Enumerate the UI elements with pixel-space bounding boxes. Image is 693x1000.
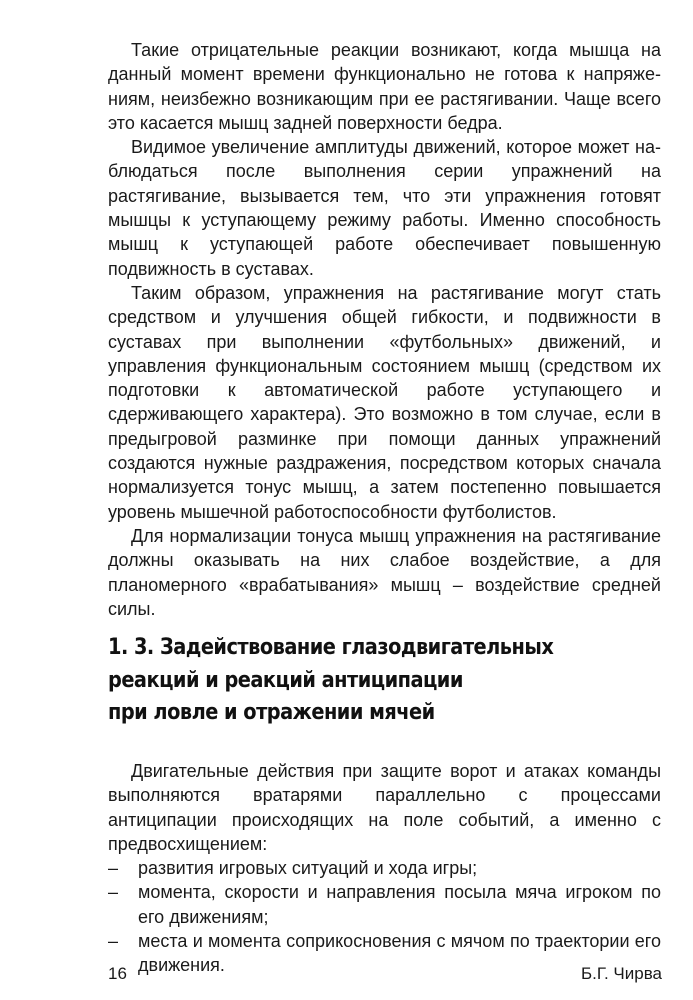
list-item [108, 929, 661, 978]
list-dash: – [108, 882, 119, 903]
paragraph: Видимое увеличение амплитуды движений, которое может наблюдаться после выполнения серии упражнений на растягивание, вызывается тем, что эти упражнения готовят мышцы к уступающему режиму работы. Именно способность мышц к уступающей работе обеспечивает повышенную подвижность в суставах. [108, 137, 661, 279]
section-heading-line: при ловле и отражении мячей [108, 700, 435, 725]
running-author: Б.Г. Чирва [580, 964, 662, 983]
list-item-text: места и момента соприкосновения с мячом по траектории его движения. [138, 931, 661, 976]
text-block-after-heading [108, 759, 661, 978]
paragraph: Такие отрицательные реакции возникают, когда мышца на данный момент времени функционально не готова к напряжениям, неизбежно возникающим при ее растягивании. Чаще всего это касается мышц задней поверхности бедра. [108, 40, 661, 133]
paragraph: Двигательные действия при защите ворот и атаках команды выполняются вратарями параллельно с процессами антиципации происходящих на поле событий, а именно с предвосхищением: [108, 761, 661, 854]
text-block-before-heading [108, 38, 661, 621]
section-heading-line: 1. 3. Задействование глазодвигательных [108, 635, 554, 660]
paragraph: Для нормализации тонуса мышц упражнения на растягивание должны оказывать на них слабое воздействие, а для планомерного «врабатывания» мышц – воздействие средней силы. [108, 525, 661, 619]
list-item [108, 880, 661, 929]
list-item-text: развития игровых ситуаций и хода игры; [138, 858, 478, 879]
section-heading-line: реакций и реакций антиципации [108, 667, 463, 693]
list-item [108, 856, 661, 880]
list-item-text: момента, скорости и направления посыла мяча игроком по его движениям; [138, 882, 661, 927]
paragraph: Таким образом, упражнения на растягивание могут стать средством и улучшения общей гибкости, и подвижности в суставах при выполнении «футбольных» движений, и управления функциональным состоянием мышц (средством их подготовки к автоматической работе уступающего и сдерживающего характера). Это возможно в том случае, если в предыгровой разминке при помощи данных упражнений создаются нужные раздражения, посредством которых сначала нормализуется тонус мышц, а затем постепенно повышается уровень мышечной работоспособности футболистов. [108, 282, 661, 522]
anticipation-list [108, 856, 661, 977]
section-heading [108, 632, 601, 730]
list-dash: – [108, 858, 119, 879]
list-dash: – [108, 931, 119, 952]
page-number: 16 [108, 964, 127, 983]
